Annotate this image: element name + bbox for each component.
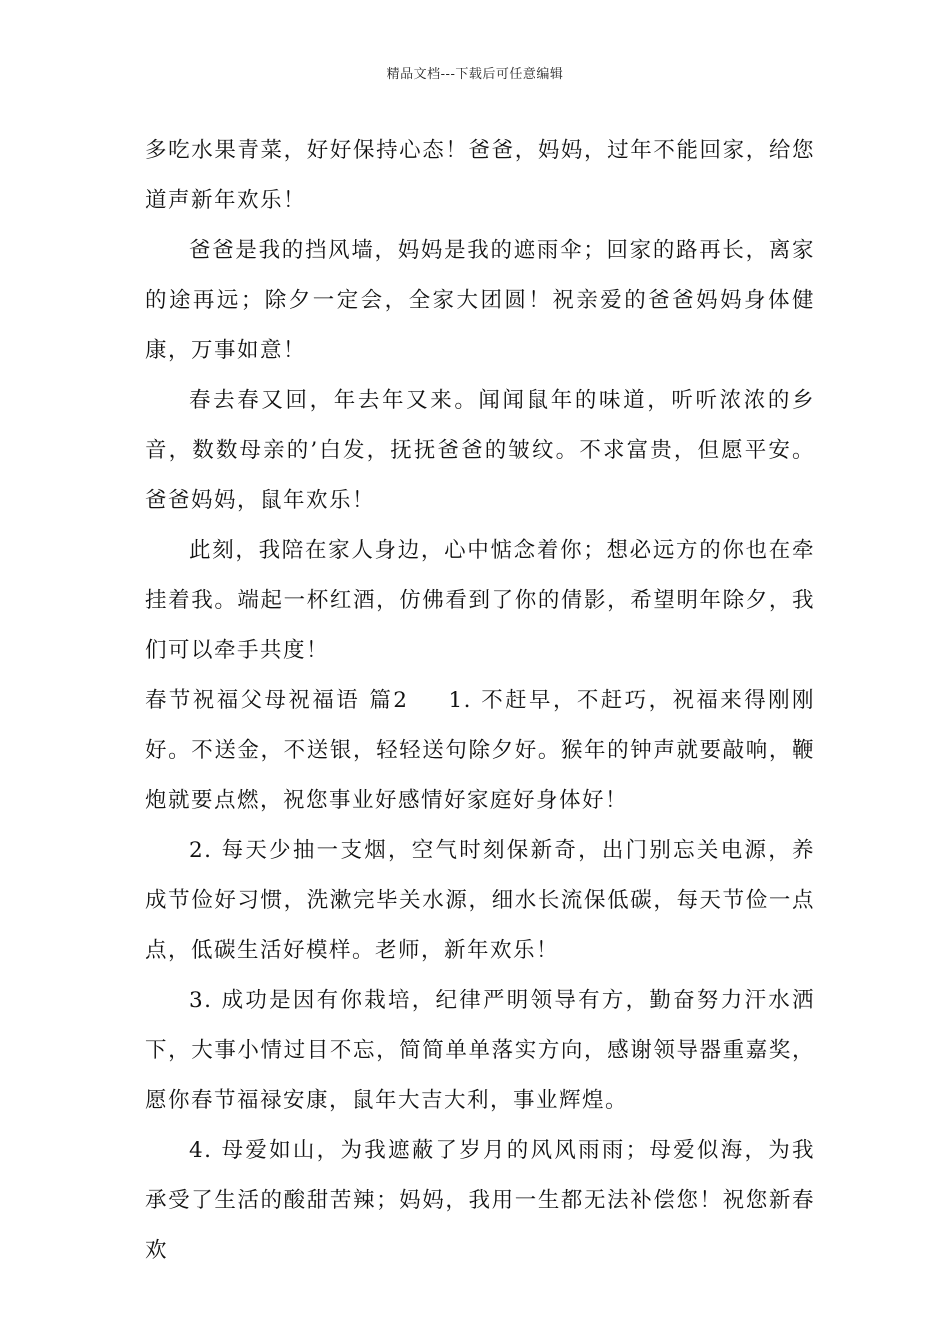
paragraph-1: 多吃水果青菜，好好保持心态！爸爸，妈妈，过年不能回家，给您道声新年欢乐！ [145,138,815,213]
paragraph-2: 爸爸是我的挡风墙，妈妈是我的遮雨伞；回家的路再长，离家的途再远；除夕一定会，全家大团圆！祝亲爱的爸爸妈妈身体健康，万事如意！ [145,238,815,363]
list-item-3: 3. 成功是因有你栽培，纪律严明领导有方，勤奋努力汗水洒下，大事小情过目不忘，简简单单落实方向，感谢领导器重嘉奖，愿你春节福禄安康，鼠年大吉大利，事业辉煌。 [145,988,815,1113]
list-item-1: 1. 不赶早，不赶巧，祝福来得刚刚好。不送金，不送银，轻轻送句除夕好。猴年的钟声就要敲响，鞭炮就要点燃，祝您事业好感情好家庭好身体好！ [145,688,816,813]
document-body [145,126,815,1276]
list-item-2: 2. 每天少抽一支烟，空气时刻保新奇，出门别忘关电源，养成节俭好习惯，洗漱完毕关水源，细水长流保低碳，每天节俭一点点，低碳生活好模样。老师，新年欢乐！ [145,838,815,963]
paragraph-4: 此刻，我陪在家人身边，心中惦念着你；想必远方的你也在牵挂着我。端起一杯红酒，仿佛看到了你的倩影，希望明年除夕，我们可以牵手共度！ [145,538,815,663]
section-title: 春节祝福父母祝福语 篇2 [145,688,409,713]
list-item-4: 4. 母爱如山，为我遮蔽了岁月的风风雨雨；母爱似海，为我承受了生活的酸甜苦辣；妈妈，我用一生都无法补偿您！祝您新春欢 [145,1138,815,1263]
paragraph-3: 春去春又回，年去年又来。闻闻鼠年的味道，听听浓浓的乡音，数数母亲的’白发，抚抚爸爸的皱纹。不求富贵，但愿平安。爸爸妈妈，鼠年欢乐！ [145,388,815,513]
section-paragraph [145,676,815,826]
page-header: 精品文档---下载后可任意编辑 [386,67,564,82]
